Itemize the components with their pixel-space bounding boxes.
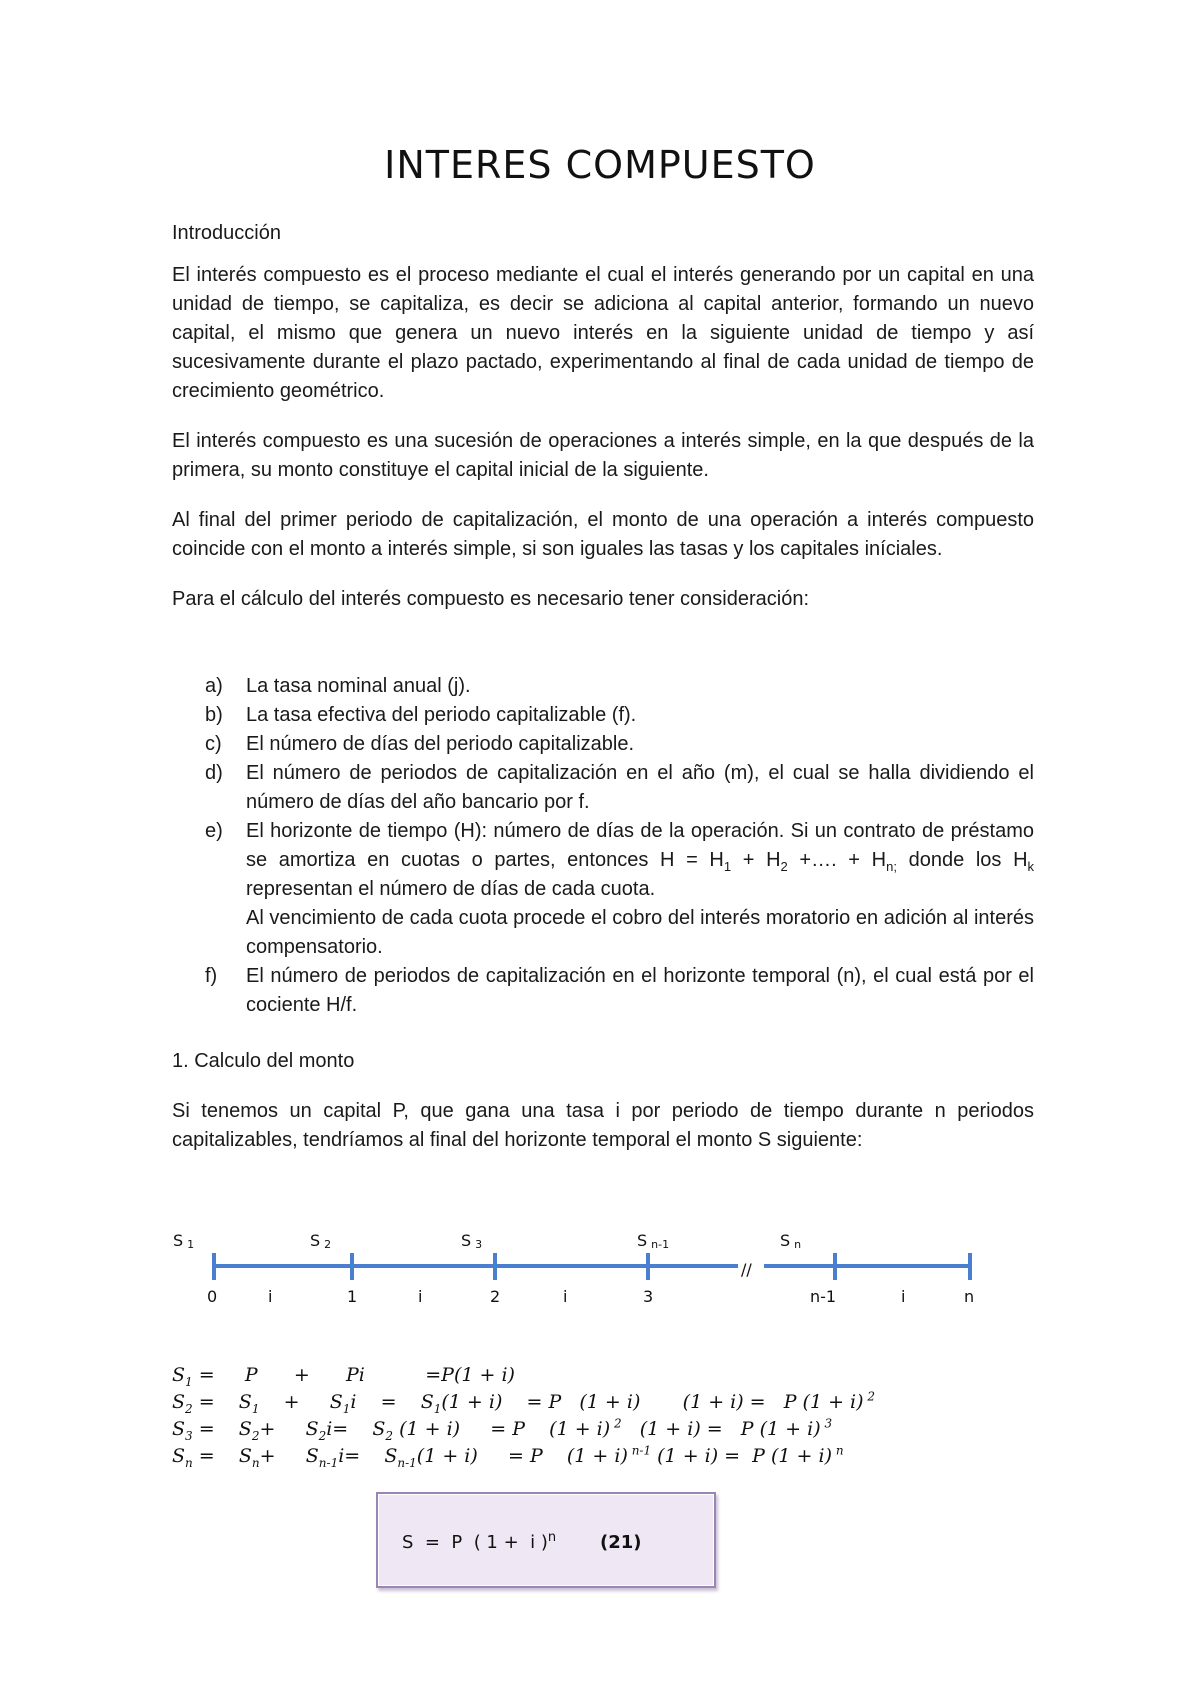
paragraph-1: El interés compuesto es el proceso mediante el cual el interés generando por un capital en una unidad de tiempo, se capitaliza, es decir se adiciona al capital anterior, formando un nuevo capital, el mismo que genera un nuevo interés en la siguiente unidad de tiempo y así sucesivamente durante el plazo pactado, experimentando al final de cada unidad de tiempo de crecimiento geométrico. xyxy=(172,264,1034,402)
formula-number: (21) xyxy=(600,1532,642,1553)
list-item-text: La tasa efectiva del periodo capitalizable (f). xyxy=(246,704,637,726)
list-item-text: La tasa nominal anual (j). xyxy=(246,675,471,697)
timeline-line xyxy=(214,1253,970,1280)
equation-line-3: $S_3$ = $S_2+$ $S_2i=$ $S_2$ (1 + i) = P (1 + i) $^2$ (1 + i) = P (1 + i) $^3$ xyxy=(172,1416,833,1443)
list-item-text: El número de periodos de capitalización en el año (m), el cual se halla dividiendo el número de días del año bancario por f. xyxy=(246,762,1034,813)
timeline-top-label: S n xyxy=(780,1231,802,1251)
intro-heading: Introducción xyxy=(172,222,281,244)
timeline-bottom-label: 1 xyxy=(347,1287,358,1306)
list-marker: e) xyxy=(205,820,223,842)
timeline-bottom-label: i xyxy=(901,1287,906,1306)
list-marker: c) xyxy=(205,733,222,755)
section-paragraph: Si tenemos un capital P, que gana una tasa i por periodo de tiempo durante n periodos capitalizables, tendríamos al final del horizonte temporal el monto S siguiente: xyxy=(172,1100,1034,1151)
list-item-note: Al vencimiento de cada cuota procede el cobro del interés moratorio en adición al interés compensatorio. xyxy=(246,907,1034,958)
equation-line-2: $S_2$ = $S_1$ + $S_1i$ = $S_1(1 + i)$ = P (1 + i) (1 + i) = P (1 + i) $^2$ xyxy=(172,1389,875,1416)
list-marker: d) xyxy=(205,762,223,784)
timeline-bottom-label: i xyxy=(563,1287,568,1306)
timeline-bottom-label: n xyxy=(964,1287,975,1306)
timeline-bottom-label: 0 xyxy=(207,1287,218,1306)
timeline-top-label: S 2 xyxy=(310,1231,332,1251)
page-title: INTERES COMPUESTO xyxy=(384,143,816,187)
timeline-top-label: S 1 xyxy=(173,1231,195,1251)
timeline-break-mark: // xyxy=(741,1260,752,1279)
list-marker: f) xyxy=(205,965,218,987)
timeline-bottom-label: 2 xyxy=(490,1287,501,1306)
list-item-text: El horizonte de tiempo (H): número de días de la operación. Si un contrato de préstamo se amortiza en cuotas o partes, entonces $H = H_1 + H_2$ +…. + $H_{n;}$ donde los $H_k$ representan el número de días de cada cuota. xyxy=(246,820,1035,900)
paragraph-2: El interés compuesto es una sucesión de operaciones a interés simple, en la que después de la primera, su monto constituye el capital inicial de la siguiente. xyxy=(172,430,1034,481)
compound-formula: S = P ( 1 + i )$^n$ xyxy=(402,1530,557,1553)
timeline-bottom-label: 3 xyxy=(643,1287,654,1306)
timeline-top-label: S n-1 xyxy=(637,1231,670,1251)
formula-box xyxy=(376,1492,716,1588)
paragraph-4: Para el cálculo del interés compuesto es necesario tener consideración: xyxy=(172,588,810,610)
list-marker: b) xyxy=(205,704,223,726)
timeline-bottom-label: n-1 xyxy=(810,1287,837,1306)
list-item-text: El número de periodos de capitalización en el horizonte temporal (n), el cual está por el cociente H/f. xyxy=(246,965,1034,1016)
timeline-bottom-label: i xyxy=(268,1287,273,1306)
list-marker: a) xyxy=(205,675,223,697)
equation-line-1: $S_1$ = P + Pi =P(1 + i) xyxy=(172,1364,515,1389)
equation-line-4: $S_n$ = $S_n+$ $S_{n-1}i=$ $S_{n-1}(1 + i)$ = P (1 + i) $^{n-1}$ (1 + i) = P (1 + i) $^n$ xyxy=(172,1443,844,1470)
timeline-top-label: S 3 xyxy=(461,1231,483,1251)
paragraph-3: Al final del primer periodo de capitalización, el monto de una operación a interés compuesto coincide con el monto a interés simple, si son iguales las tasas y los capitales iníciales. xyxy=(172,509,1034,560)
timeline-bottom-label: i xyxy=(418,1287,423,1306)
section-heading: 1. Calculo del monto xyxy=(172,1050,355,1072)
list-item-text: El número de días del periodo capitalizable. xyxy=(246,733,635,755)
